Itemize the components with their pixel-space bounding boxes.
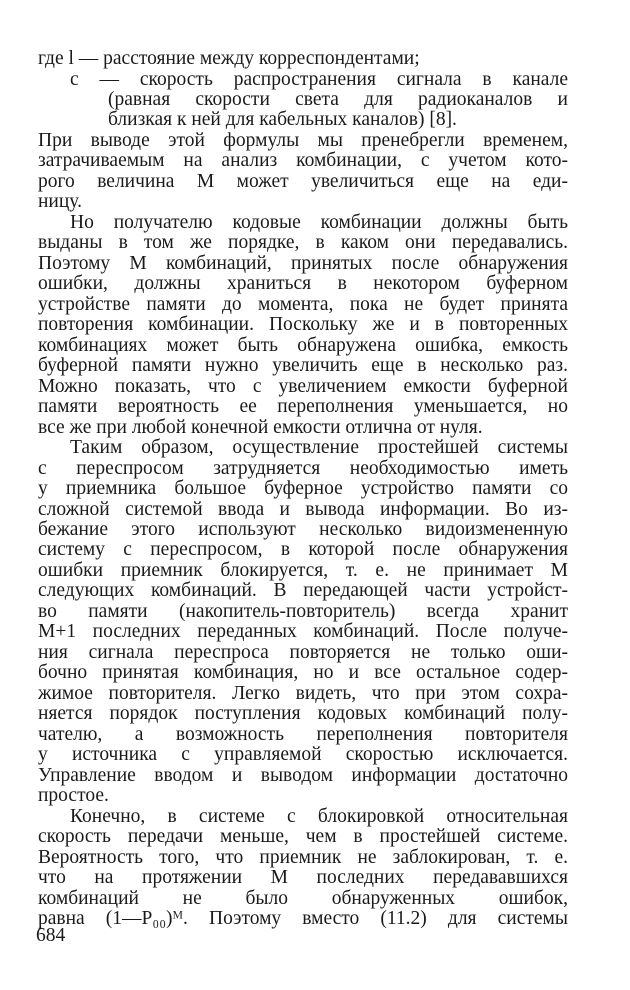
text-line: скорость передачи меньше, чем в простейшей системе. — [38, 826, 568, 848]
text-line: комбинаций не было обнаруженных ошибок, — [38, 887, 568, 909]
text-line: равна (1—P₀₀)ᴹ. Поэтому вместо (11.2) для системы — [38, 908, 568, 929]
text-line: все же при любой конечной емкости отлична от нуля. — [38, 416, 483, 438]
text-line: повторения комбинации. Поскольку же и в повторенных — [38, 314, 568, 336]
text-line: памяти вероятность ее переполнения уменьшается, но — [38, 396, 568, 418]
text-line: близкая к ней для кабельных каналов) [8]. — [108, 109, 457, 131]
text-line: (равная скорости света для радиоканалов и — [108, 89, 568, 110]
text-line: Поэтому М комбинаций, принятых после обнаружения — [38, 252, 568, 274]
text-line: систему с переспросом, в которой после обнаружения — [38, 539, 568, 561]
text-line: Управление вводом и выводом информации достаточно — [38, 764, 568, 786]
text-line: бочно принятая комбинация, но и все остальное содер- — [38, 662, 568, 684]
text-line: Таким образом, осуществление простейшей системы — [70, 437, 568, 458]
text-line: ницу. — [38, 191, 82, 213]
text-line: Конечно, в системе с блокировкой относительная — [70, 805, 568, 827]
text-line: устройстве памяти до момента, пока не будет принята — [38, 293, 568, 315]
text-line: комбинациях может быть обнаружена ошибка, емкость — [38, 334, 568, 356]
text-line: Вероятность того, что приемник не заблокирован, т. е. — [38, 846, 568, 868]
text-line: М+1 последних переданных комбинаций. После получе- — [38, 621, 568, 643]
text-line: жимое повторителя. Легко видеть, что при этом сохра- — [38, 682, 568, 704]
text-line: ошибки, должны храниться в некотором буферном — [38, 273, 568, 295]
text-line: Но получателю кодовые комбинации должны быть — [70, 211, 568, 233]
page-number: 684 — [36, 925, 66, 946]
text-line: Можно показать, что с увеличением емкости буферной — [38, 375, 568, 397]
text-line: с переспросом затрудняется необходимостью иметь — [38, 457, 568, 479]
text-line: у источника с управляемой скоростью исключается. — [38, 744, 568, 766]
text-line: ошибки приемник блокируется, т. е. не принимает М — [38, 559, 568, 581]
text-line: рого величина М может увеличиться еще на еди- — [38, 170, 568, 192]
text-line: чателю, а возможность переполнения повторителя — [38, 723, 568, 745]
text-line: выданы в том же порядке, в каком они передавались. — [38, 232, 568, 254]
text-line: При выводе этой формулы мы пренебрегли временем, — [38, 129, 568, 151]
text-line: бежание этого используют несколько видоизмененную — [38, 519, 568, 540]
text-line: няется порядок поступления кодовых комбинаций полу- — [38, 703, 568, 725]
text-line: затрачиваемым на анализ комбинации, с учетом кото- — [38, 150, 568, 172]
text-line: с — скорость распространения сигнала в канале — [70, 68, 568, 90]
text-line: сложной системой ввода и вывода информации. Во из- — [38, 498, 568, 520]
text-line: буферной памяти нужно увеличить еще в несколько раз. — [38, 355, 568, 377]
text-line: что на протяжении М последних передававшихся — [38, 867, 568, 888]
text-line: следующих комбинаций. В передающей части устройст- — [38, 580, 568, 602]
text-line: простое. — [38, 785, 109, 807]
text-line: ния сигнала переспроса повторяется не только оши- — [38, 641, 568, 663]
text-line: где l — расстояние между корреспондентами; — [38, 48, 420, 69]
text-line: у приемника большое буферное устройство памяти со — [38, 478, 568, 499]
text-line: во памяти (накопитель-повторитель) всегда хранит — [38, 600, 568, 622]
